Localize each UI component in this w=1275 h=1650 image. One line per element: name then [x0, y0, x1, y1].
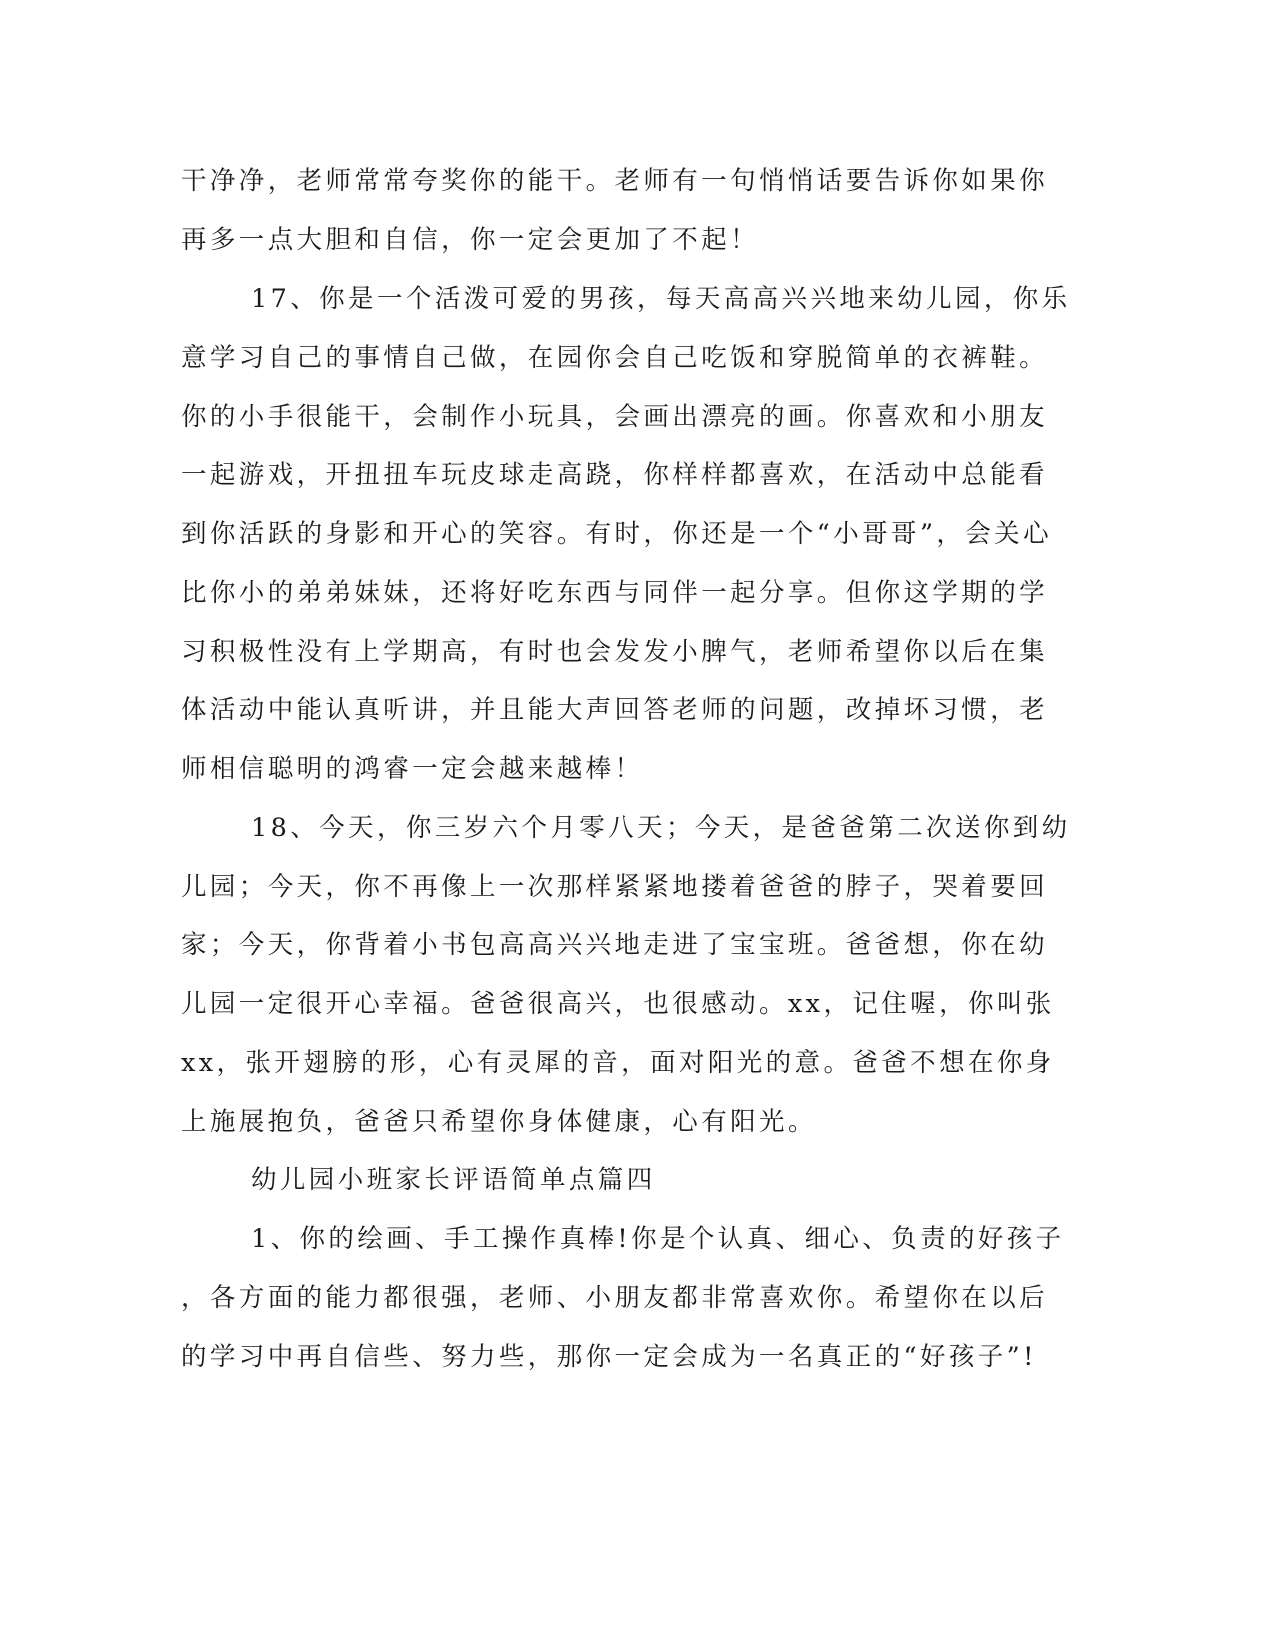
text-line: 的学习中再自信些、努力些，那你一定会成为一名真正的“好孩子”! — [181, 1342, 1037, 1372]
paragraph-1-start: 1、你的绘画、手工操作真棒!你是个认真、细心、负责的好孩子 — [251, 1224, 1065, 1254]
text-line: 家；今天，你背着小书包高高兴兴地走进了宝宝班。爸爸想，你在幼 — [181, 930, 1049, 960]
text-line: 上施展抱负，爸爸只希望你身体健康，心有阳光。 — [181, 1107, 817, 1137]
text-line: 一起游戏，开扭扭车玩皮球走高跷，你样样都喜欢，在活动中总能看 — [181, 460, 1049, 490]
text-line: 比你小的弟弟妹妹，还将好吃东西与同伴一起分享。但你这学期的学 — [181, 578, 1049, 608]
text-line: 师相信聪明的鸿睿一定会越来越棒！ — [181, 754, 644, 784]
text-line: 儿园；今天，你不再像上一次那样紧紧地搂着爸爸的脖子，哭着要回 — [181, 872, 1049, 902]
text-line: 到你活跃的身影和开心的笑容。有时，你还是一个“小哥哥”，会关心 — [181, 519, 1052, 549]
paragraph-18-start: 18、今天，你三岁六个月零八天；今天，是爸爸第二次送你到幼 — [251, 813, 1071, 843]
section-heading: 幼儿园小班家长评语简单点篇四 — [251, 1165, 656, 1195]
text-line: 干净净，老师常常夸奖你的能干。老师有一句悄悄话要告诉你如果你 — [181, 166, 1049, 196]
text-line: 再多一点大胆和自信，你一定会更加了不起！ — [181, 225, 760, 255]
text-line: 体活动中能认真听讲，并且能大声回答老师的问题，改掉坏习惯，老 — [181, 695, 1049, 725]
text-line: 意学习自己的事情自己做，在园你会自己吃饭和穿脱简单的衣裤鞋。 — [181, 343, 1049, 373]
paragraph-17-start: 17、你是一个活泼可爱的男孩，每天高高兴兴地来幼儿园，你乐 — [251, 284, 1071, 314]
text-line: 儿园一定很开心幸福。爸爸很高兴，也很感动。xx，记住喔，你叫张 — [181, 989, 1055, 1019]
text-line: 习积极性没有上学期高，有时也会发发小脾气，老师希望你以后在集 — [181, 637, 1049, 667]
text-line: xx，张开翅膀的形，心有灵犀的音，面对阳光的意。爸爸不想在你身 — [181, 1048, 1055, 1078]
text-line: ，各方面的能力都很强，老师、小朋友都非常喜欢你。希望你在以后 — [181, 1283, 1049, 1313]
text-line: 你的小手很能干，会制作小玩具，会画出漂亮的画。你喜欢和小朋友 — [181, 402, 1049, 432]
